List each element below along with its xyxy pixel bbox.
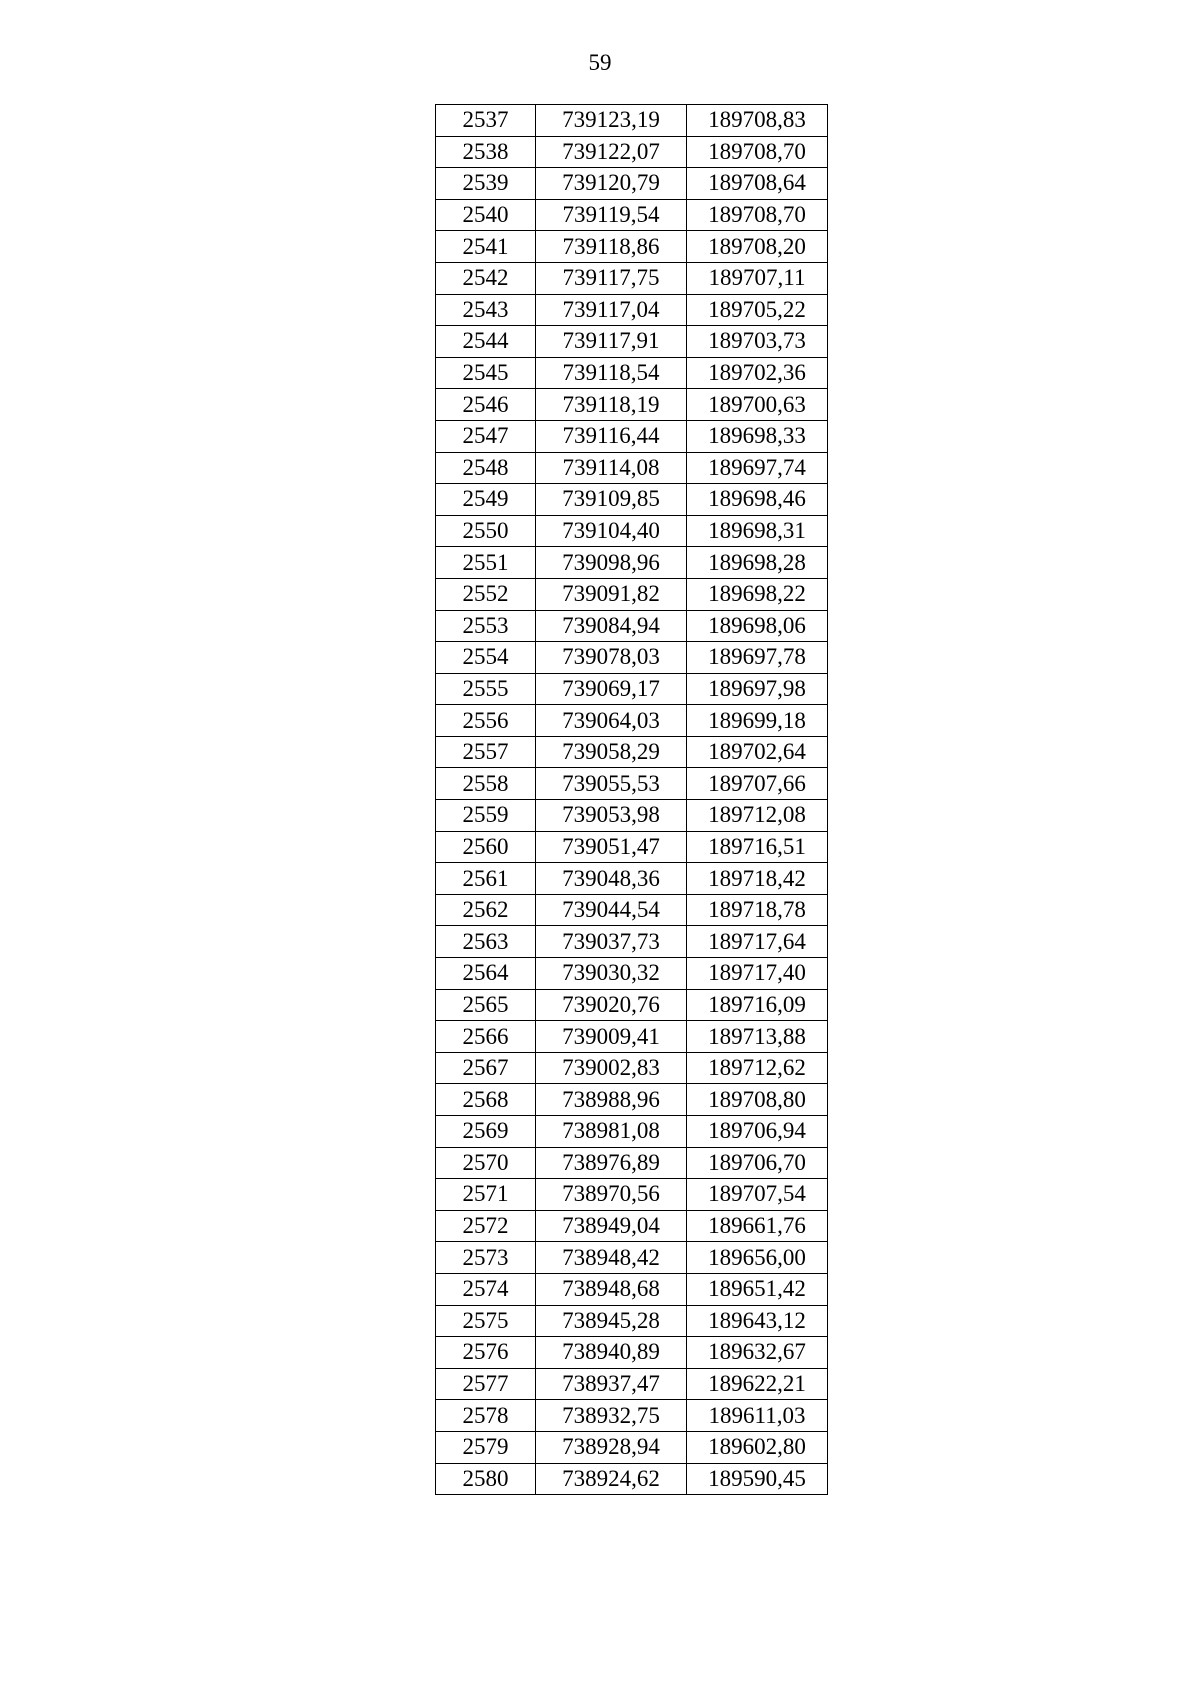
x-coordinate-cell: 739114,08 [536,452,687,484]
y-coordinate-cell: 189716,09 [687,989,828,1021]
point-number-cell: 2546 [436,389,536,421]
point-number-cell: 2550 [436,515,536,547]
x-coordinate-cell: 739118,19 [536,389,687,421]
y-coordinate-cell: 189643,12 [687,1305,828,1337]
y-coordinate-cell: 189702,64 [687,736,828,768]
table-row [436,547,828,579]
y-coordinate-cell: 189717,64 [687,926,828,958]
table-row [436,515,828,547]
table-row [436,199,828,231]
y-coordinate-cell: 189699,18 [687,705,828,737]
x-coordinate-cell: 739037,73 [536,926,687,958]
x-coordinate-cell: 739064,03 [536,705,687,737]
x-coordinate-cell: 739098,96 [536,547,687,579]
point-number-cell: 2567 [436,1052,536,1084]
y-coordinate-cell: 189697,98 [687,673,828,705]
point-number-cell: 2577 [436,1368,536,1400]
x-coordinate-cell: 739044,54 [536,894,687,926]
point-number-cell: 2562 [436,894,536,926]
table-row [436,1368,828,1400]
x-coordinate-cell: 739104,40 [536,515,687,547]
point-number-cell: 2560 [436,831,536,863]
point-number-cell: 2576 [436,1337,536,1369]
table-row [436,894,828,926]
point-number-cell: 2575 [436,1305,536,1337]
table-row [436,168,828,200]
x-coordinate-cell: 738940,89 [536,1337,687,1369]
y-coordinate-cell: 189707,66 [687,768,828,800]
y-coordinate-cell: 189708,80 [687,1084,828,1116]
x-coordinate-cell: 738928,94 [536,1431,687,1463]
table-row [436,1179,828,1211]
x-coordinate-cell: 739020,76 [536,989,687,1021]
point-number-cell: 2569 [436,1116,536,1148]
x-coordinate-cell: 739084,94 [536,610,687,642]
table-row [436,136,828,168]
point-number-cell: 2578 [436,1400,536,1432]
x-coordinate-cell: 738970,56 [536,1179,687,1211]
table-row [436,926,828,958]
y-coordinate-cell: 189590,45 [687,1463,828,1495]
table-row [436,452,828,484]
table-row [436,958,828,990]
y-coordinate-cell: 189713,88 [687,1021,828,1053]
point-number-cell: 2538 [436,136,536,168]
table-row [436,863,828,895]
table-row [436,610,828,642]
table-row [436,642,828,674]
point-number-cell: 2573 [436,1242,536,1274]
point-number-cell: 2554 [436,642,536,674]
x-coordinate-cell: 738932,75 [536,1400,687,1432]
y-coordinate-cell: 189708,70 [687,199,828,231]
point-number-cell: 2564 [436,958,536,990]
point-number-cell: 2557 [436,736,536,768]
point-number-cell: 2555 [436,673,536,705]
x-coordinate-cell: 739091,82 [536,578,687,610]
point-number-cell: 2580 [436,1463,536,1495]
table-row [436,1305,828,1337]
point-number-cell: 2541 [436,231,536,263]
x-coordinate-cell: 739123,19 [536,105,687,137]
y-coordinate-cell: 189702,36 [687,357,828,389]
table-row [436,705,828,737]
table-row [436,420,828,452]
y-coordinate-cell: 189611,03 [687,1400,828,1432]
point-number-cell: 2549 [436,484,536,516]
y-coordinate-cell: 189700,63 [687,389,828,421]
x-coordinate-cell: 739120,79 [536,168,687,200]
x-coordinate-cell: 739069,17 [536,673,687,705]
y-coordinate-cell: 189656,00 [687,1242,828,1274]
x-coordinate-cell: 739118,86 [536,231,687,263]
x-coordinate-cell: 739118,54 [536,357,687,389]
x-coordinate-cell: 739055,53 [536,768,687,800]
point-number-cell: 2572 [436,1210,536,1242]
point-number-cell: 2542 [436,262,536,294]
x-coordinate-cell: 739117,91 [536,326,687,358]
y-coordinate-cell: 189698,33 [687,420,828,452]
y-coordinate-cell: 189698,31 [687,515,828,547]
point-number-cell: 2556 [436,705,536,737]
x-coordinate-cell: 739030,32 [536,958,687,990]
table-row [436,1084,828,1116]
table-row [436,800,828,832]
table-row [436,294,828,326]
table-row [436,1210,828,1242]
x-coordinate-cell: 739078,03 [536,642,687,674]
table-row [436,736,828,768]
x-coordinate-cell: 738924,62 [536,1463,687,1495]
x-coordinate-cell: 738981,08 [536,1116,687,1148]
point-number-cell: 2563 [436,926,536,958]
point-number-cell: 2558 [436,768,536,800]
y-coordinate-cell: 189718,42 [687,863,828,895]
table-row [436,831,828,863]
table-row [436,357,828,389]
coordinates-table [435,104,828,1495]
table-row [436,105,828,137]
x-coordinate-cell: 739009,41 [536,1021,687,1053]
table-row [436,1337,828,1369]
table-row [436,389,828,421]
y-coordinate-cell: 189707,11 [687,262,828,294]
table-row [436,231,828,263]
point-number-cell: 2545 [436,357,536,389]
point-number-cell: 2539 [436,168,536,200]
table-row [436,673,828,705]
y-coordinate-cell: 189708,83 [687,105,828,137]
table-row [436,1147,828,1179]
x-coordinate-cell: 738988,96 [536,1084,687,1116]
page-number: 59 [588,50,612,75]
point-number-cell: 2553 [436,610,536,642]
table-row [436,1021,828,1053]
x-coordinate-cell: 739109,85 [536,484,687,516]
y-coordinate-cell: 189706,70 [687,1147,828,1179]
y-coordinate-cell: 189698,28 [687,547,828,579]
table-row [436,326,828,358]
point-number-cell: 2566 [436,1021,536,1053]
y-coordinate-cell: 189698,22 [687,578,828,610]
x-coordinate-cell: 738976,89 [536,1147,687,1179]
x-coordinate-cell: 738948,42 [536,1242,687,1274]
point-number-cell: 2579 [436,1431,536,1463]
point-number-cell: 2543 [436,294,536,326]
y-coordinate-cell: 189708,70 [687,136,828,168]
y-coordinate-cell: 189712,62 [687,1052,828,1084]
point-number-cell: 2559 [436,800,536,832]
y-coordinate-cell: 189708,64 [687,168,828,200]
table-row [436,1431,828,1463]
table-row [436,1052,828,1084]
point-number-cell: 2540 [436,199,536,231]
y-coordinate-cell: 189708,20 [687,231,828,263]
y-coordinate-cell: 189651,42 [687,1273,828,1305]
point-number-cell: 2552 [436,578,536,610]
point-number-cell: 2537 [436,105,536,137]
table-row [436,484,828,516]
point-number-cell: 2571 [436,1179,536,1211]
point-number-cell: 2561 [436,863,536,895]
y-coordinate-cell: 189706,94 [687,1116,828,1148]
y-coordinate-cell: 189698,06 [687,610,828,642]
x-coordinate-cell: 738949,04 [536,1210,687,1242]
table-row [436,1242,828,1274]
y-coordinate-cell: 189602,80 [687,1431,828,1463]
y-coordinate-cell: 189632,67 [687,1337,828,1369]
y-coordinate-cell: 189661,76 [687,1210,828,1242]
x-coordinate-cell: 739058,29 [536,736,687,768]
x-coordinate-cell: 739048,36 [536,863,687,895]
point-number-cell: 2570 [436,1147,536,1179]
x-coordinate-cell: 738945,28 [536,1305,687,1337]
point-number-cell: 2547 [436,420,536,452]
y-coordinate-cell: 189717,40 [687,958,828,990]
x-coordinate-cell: 739116,44 [536,420,687,452]
y-coordinate-cell: 189705,22 [687,294,828,326]
table-row [436,262,828,294]
y-coordinate-cell: 189697,74 [687,452,828,484]
table-row [436,989,828,1021]
point-number-cell: 2568 [436,1084,536,1116]
y-coordinate-cell: 189703,73 [687,326,828,358]
y-coordinate-cell: 189697,78 [687,642,828,674]
x-coordinate-cell: 738948,68 [536,1273,687,1305]
x-coordinate-cell: 739002,83 [536,1052,687,1084]
y-coordinate-cell: 189707,54 [687,1179,828,1211]
table-row [436,578,828,610]
point-number-cell: 2574 [436,1273,536,1305]
x-coordinate-cell: 739053,98 [536,800,687,832]
table-row [436,1116,828,1148]
table-row [436,1463,828,1495]
x-coordinate-cell: 739117,75 [536,262,687,294]
table-row [436,768,828,800]
y-coordinate-cell: 189718,78 [687,894,828,926]
point-number-cell: 2548 [436,452,536,484]
x-coordinate-cell: 739122,07 [536,136,687,168]
table-row [436,1400,828,1432]
y-coordinate-cell: 189622,21 [687,1368,828,1400]
coordinates-table-body [436,105,828,1495]
y-coordinate-cell: 189712,08 [687,800,828,832]
x-coordinate-cell: 739117,04 [536,294,687,326]
point-number-cell: 2565 [436,989,536,1021]
x-coordinate-cell: 738937,47 [536,1368,687,1400]
x-coordinate-cell: 739119,54 [536,199,687,231]
y-coordinate-cell: 189716,51 [687,831,828,863]
point-number-cell: 2551 [436,547,536,579]
x-coordinate-cell: 739051,47 [536,831,687,863]
y-coordinate-cell: 189698,46 [687,484,828,516]
table-row [436,1273,828,1305]
point-number-cell: 2544 [436,326,536,358]
